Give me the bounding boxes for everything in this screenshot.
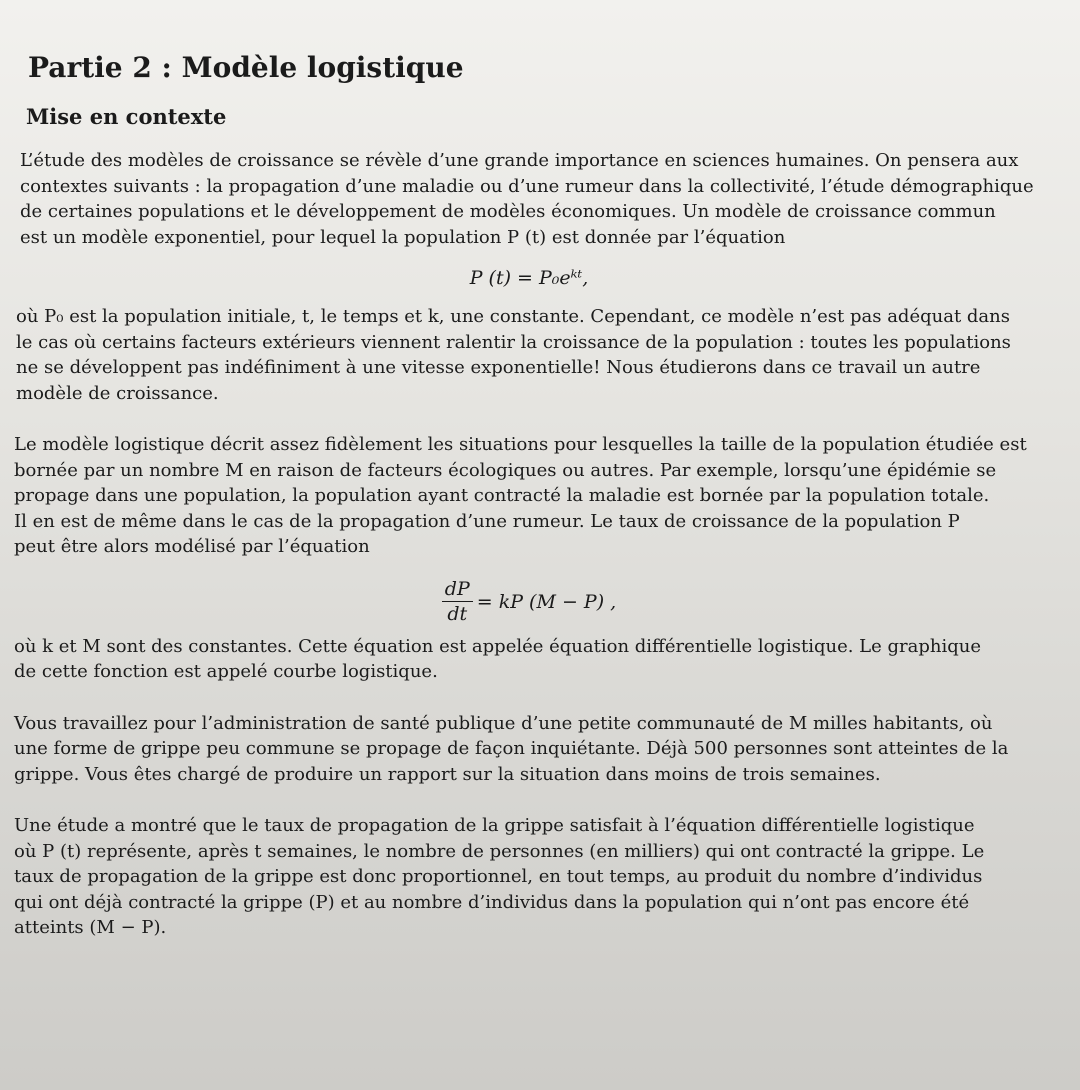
text-line: de certaines populations et le développement de modèles économiques. Un modèle de croissance commun — [20, 201, 996, 222]
text-line: peut être alors modélisé par l’équation — [14, 536, 370, 557]
text-line: Le modèle logistique décrit assez fidèlement les situations pour lesquelles la taille de la population étudiée est — [14, 434, 1027, 455]
text-line: L’étude des modèles de croissance se révèle d’une grande importance en sciences humaines. On pensera aux — [20, 150, 1019, 171]
fraction-numerator: dP — [442, 578, 473, 602]
document-content — [14, 48, 1044, 941]
equation-rhs: = kP (M − P) , — [476, 590, 617, 613]
paragraph-study — [14, 813, 1044, 941]
paragraph-scenario — [14, 711, 1044, 788]
paragraph-exponential-limits — [14, 304, 1044, 406]
text-line: Une étude a montré que le taux de propagation de la grippe satisfait à l’équation différentielle logistique — [14, 815, 975, 836]
subsection-title: Mise en contexte — [26, 104, 227, 129]
paragraph-constants — [14, 634, 1044, 685]
text-line: atteints (M − P). — [14, 917, 167, 938]
exponential-equation: P (t) = P₀eᵏᵗ, — [469, 267, 589, 289]
text-line: contextes suivants : la propagation d’une maladie ou d’une rumeur dans la collectivité, l’étude démographique — [20, 175, 1034, 197]
text-line: grippe. Vous êtes chargé de produire un rapport sur la situation dans moins de trois semaines. — [14, 763, 881, 785]
text-line: Il en est de même dans le cas de la propagation d’une rumeur. Le taux de croissance de la population P — [14, 510, 960, 532]
text-line: modèle de croissance. — [16, 382, 219, 404]
text-line: où k et M sont des constantes. Cette équation est appelée équation différentielle logistique. Le graphique — [14, 635, 982, 657]
text-line: de cette fonction est appelé courbe logistique. — [14, 661, 438, 682]
text-line: le cas où certains facteurs extérieurs viennent ralentir la croissance de la population : toutes les populations — [16, 331, 1011, 353]
text-line: où P₀ est la population initiale, t, le temps et k, une constante. Cependant, ce modèle n’est pas adéquat dans — [16, 306, 1010, 327]
text-line: où P (t) représente, après t semaines, le nombre de personnes (en milliers) qui ont contracté la grippe. Le — [14, 840, 985, 862]
fraction-denominator: dt — [447, 603, 468, 625]
text-line: bornée par un nombre M en raison de facteurs écologiques ou autres. Par exemple, lorsqu’une épidémie se — [14, 459, 997, 481]
section-title: Partie 2 : Modèle logistique — [28, 51, 464, 84]
logistic-equation — [14, 576, 1044, 628]
paragraph-intro — [14, 148, 1044, 250]
text-line: propage dans une population, la population ayant contracté la maladie est bornée par la population totale. — [14, 485, 990, 506]
text-line: qui ont déjà contracté la grippe (P) et au nombre d’individus dans la population qui n’ont pas encore été — [14, 891, 970, 913]
derivative-fraction — [442, 578, 473, 625]
text-line: une forme de grippe peu commune se propage de façon inquiétante. Déjà 500 personnes sont atteintes de la — [14, 738, 1009, 759]
text-line: Vous travaillez pour l’administration de santé publique d’une petite communauté de M milles habitants, où — [14, 712, 993, 734]
text-line: taux de propagation de la grippe est donc proportionnel, en tout temps, au produit du nombre d’individus — [14, 866, 983, 887]
text-line: est un modèle exponentiel, pour lequel la population P (t) est donnée par l’équation — [20, 226, 786, 248]
text-line: ne se développent pas indéfiniment à une vitesse exponentielle! Nous étudierons dans ce travail un autre — [16, 357, 981, 378]
paragraph-logistic-model — [14, 432, 1044, 560]
